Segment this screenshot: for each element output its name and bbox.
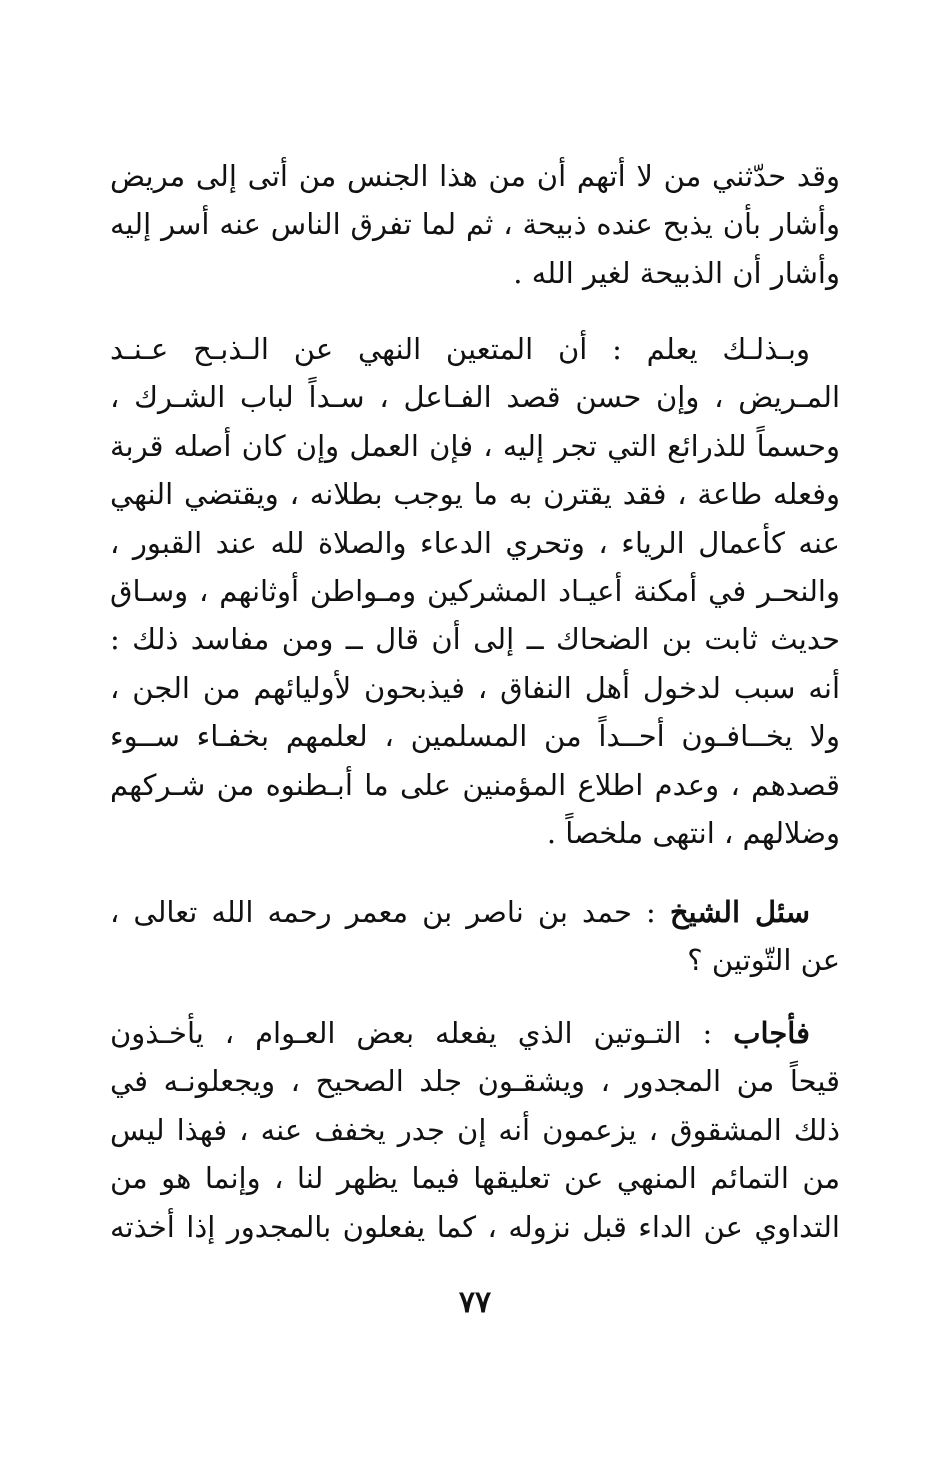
text-line: المـريض ، وإن حسن قصد الفـاعل ، سـداً لباب الشـرك ،: [110, 380, 840, 415]
paragraph-3: [110, 888, 840, 985]
answer-text: : التـوتين الذي يفعله بعض العـوام ، يأخـذون: [110, 1016, 734, 1050]
text-line: قصدهم ، وعدم اطلاع المؤمنين على ما أبـطنوه من شـركهم: [110, 767, 840, 802]
text-line: عن التّوتين ؟: [687, 943, 840, 978]
answer-label: فأجاب: [733, 1016, 810, 1050]
page-number: ٧٧: [458, 1285, 492, 1320]
question-label: سئل الشيخ: [669, 895, 810, 929]
text-line: وضلالهم ، انتهى ملخصاً .: [546, 815, 840, 850]
text-line: عنه كأعمال الرياء ، وتحري الدعاء والصلاة لله عند القبور ،: [110, 525, 840, 560]
text-line: ذلك المشقوق ، يزعمون أنه إن جدر يخفف عنه ، فهذا ليس: [110, 1112, 840, 1147]
question-text: : حمد بن ناصر بن معمر رحمه الله تعالى ،: [110, 895, 670, 929]
text-line: قيحاً من المجدور ، ويشقـون جلد الصحيح ، ويجعلونـه في: [110, 1064, 840, 1099]
paragraph-1: [110, 152, 840, 297]
text-line: حديث ثابت بن الضحاك ــ إلى أن قال ــ ومن مفاسد ذلك :: [110, 622, 840, 657]
text-line: أنه سبب لدخول أهل النفاق ، فيذبحون لأوليائهم من الجن ،: [110, 670, 840, 705]
text-line: وأشار أن الذبيحة لغير الله .: [513, 255, 840, 290]
text-line: والنحـر في أمكنة أعيـاد المشركين ومـواطن أوثانهم ، وسـاق: [110, 573, 840, 608]
text-line: [110, 888, 840, 936]
paragraph-2: [110, 325, 840, 857]
text-line: وأشار بأن يذبح عنده ذبيحة ، ثم لما تفرق الناس عنه أسر إليه: [110, 207, 840, 242]
text-line: وحسماً للذرائع التي تجر إليه ، فإن العمل وإن كان أصله قربة: [110, 428, 840, 463]
text-line: [110, 1009, 840, 1057]
text-line: وقد حدّثني من لا أتهم أن من هذا الجنس من أتى إلى مريض: [110, 159, 840, 193]
text-line: التداوي عن الداء قبل نزوله ، كما يفعلون بالمجدور إذا أخذته: [110, 1209, 840, 1244]
text-line: وفعله طاعة ، فقد يقترن به ما يوجب بطلانه ، ويقتضي النهي: [110, 477, 840, 512]
paragraph-4: [110, 1009, 840, 1251]
text-line: وبـذلـك يعلم : أن المتعين النهي عن الـذبـح عـنـد: [110, 332, 810, 366]
text-line: من التمائم المنهي عن تعليقها فيما يظهر لنا ، وإنما هو من: [110, 1161, 840, 1196]
text-line: ولا يخــافـون أحــداً من المسلمين ، لعلمهم بخفـاء ســوء: [110, 719, 840, 754]
